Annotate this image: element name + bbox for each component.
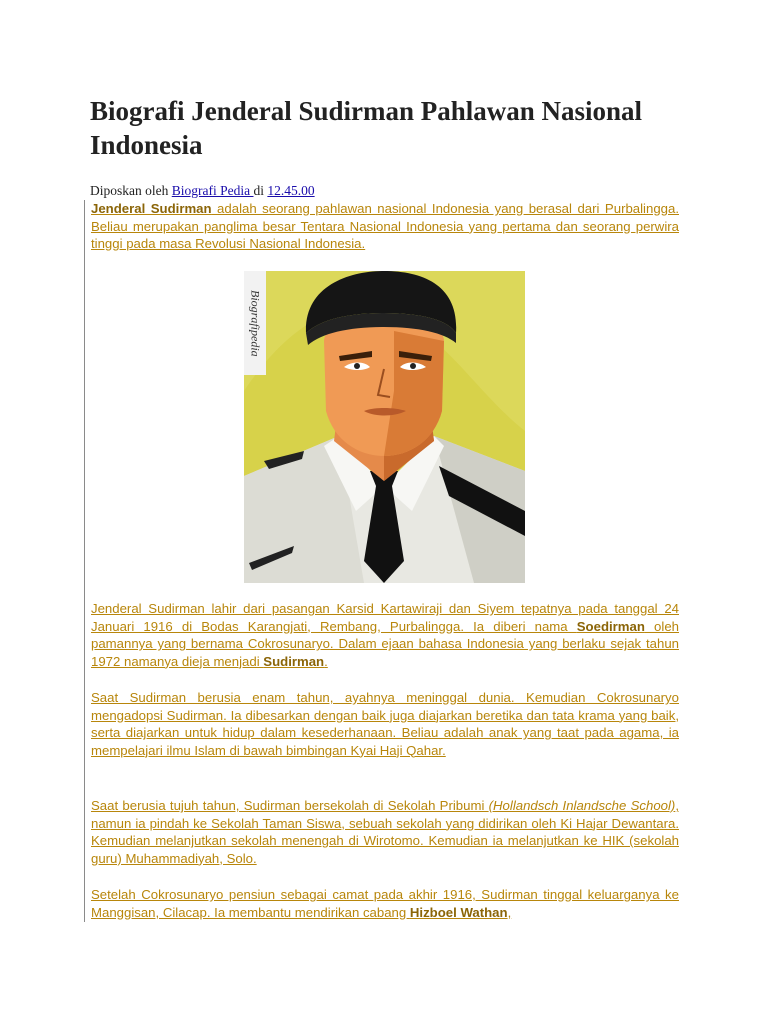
portrait-image [244, 271, 525, 583]
bold-name: Soedirman [576, 618, 645, 634]
author-link[interactable]: Biografi Pedia [171, 183, 254, 198]
byline-posted-by: Diposkan oleh [90, 183, 172, 198]
page-title: Biografi Jenderal Sudirman Pahlawan Nasional Indonesia [90, 96, 643, 160]
paragraph-hizboel[interactable] [91, 886, 679, 921]
portrait-illustration [244, 271, 525, 583]
paragraph-text: oleh pamannya yang bernama Cokrosunaryo. Dalam ejaan bahasa Indonesia yang berlaku sejak tahun 1972 namanya dieja menjadi [91, 618, 679, 669]
italic-school-name: (Hollandsch Inlandsche School) [488, 798, 676, 813]
paragraph-text: , namun ia pindah ke Sekolah Taman Siswa, sebuah sekolah yang didirikan oleh Ki Hajar Dewantara. Kemudian melanjutkan sekolah menengah di Wirotomo. Kemudian ia melanjutkan ke HIK (sekolah guru) Muhammadiyah, Solo. [91, 798, 679, 866]
paragraph-text: Jenderal Sudirman lahir dari pasangan Karsid Kartawiraji dan Siyem tepatnya pada tanggal 24 Januari 1916 di Bodas Karangjati, Rembang, Purbalingga. Ia diberi nama [91, 601, 679, 634]
paragraph-school[interactable] [91, 797, 679, 867]
paragraph-birth[interactable] [91, 600, 679, 670]
byline-at: di [253, 183, 268, 198]
post-body [84, 200, 679, 922]
image-watermark: Biografipedia [244, 271, 266, 375]
paragraph-text: . [324, 653, 328, 669]
bold-name: Jenderal Sudirman [91, 201, 212, 216]
paragraph-text: Saat Sudirman berusia enam tahun, ayahnya meninggal dunia. Kemudian Cokrosunaryo mengadopsi Sudirman. Ia dibesarkan dengan baik juga diajarkan beretika dan tata krama yang baik, serta diajarkan untuk hidup dalam kesederhanaan. Beliau adalah anak yang taat pada agama, ia mempelajari ilmu Islam di bawah bimbingan Kyai Haji Qahar. [91, 690, 679, 758]
bold-name: Sudirman [263, 653, 325, 669]
bold-name: Hizboel Wathan [409, 904, 508, 920]
paragraph-text: Setelah Cokrosunaryo pensiun sebagai camat pada akhir 1916, Sudirman tinggal keluarganya ke Manggisan, Cilacap. Ia membantu mendirikan cabang [91, 887, 679, 920]
paragraph-text: adalah seorang pahlawan nasional Indonesia yang berasal dari Purbalingga. Beliau merupakan panglima besar Tentara Nasional Indonesia yang pertama dan seorang perwira tinggi pada masa Revolusi Nasional Indonesia. [91, 201, 679, 251]
paragraph-childhood[interactable] [91, 689, 679, 759]
byline [90, 183, 315, 199]
paragraph-text: , [507, 904, 512, 920]
timestamp-link[interactable]: 12.45.00 [267, 183, 315, 198]
paragraph-text: Saat berusia tujuh tahun, Sudirman bersekolah di Sekolah Pribumi [91, 798, 489, 813]
paragraph-intro[interactable] [91, 200, 679, 253]
